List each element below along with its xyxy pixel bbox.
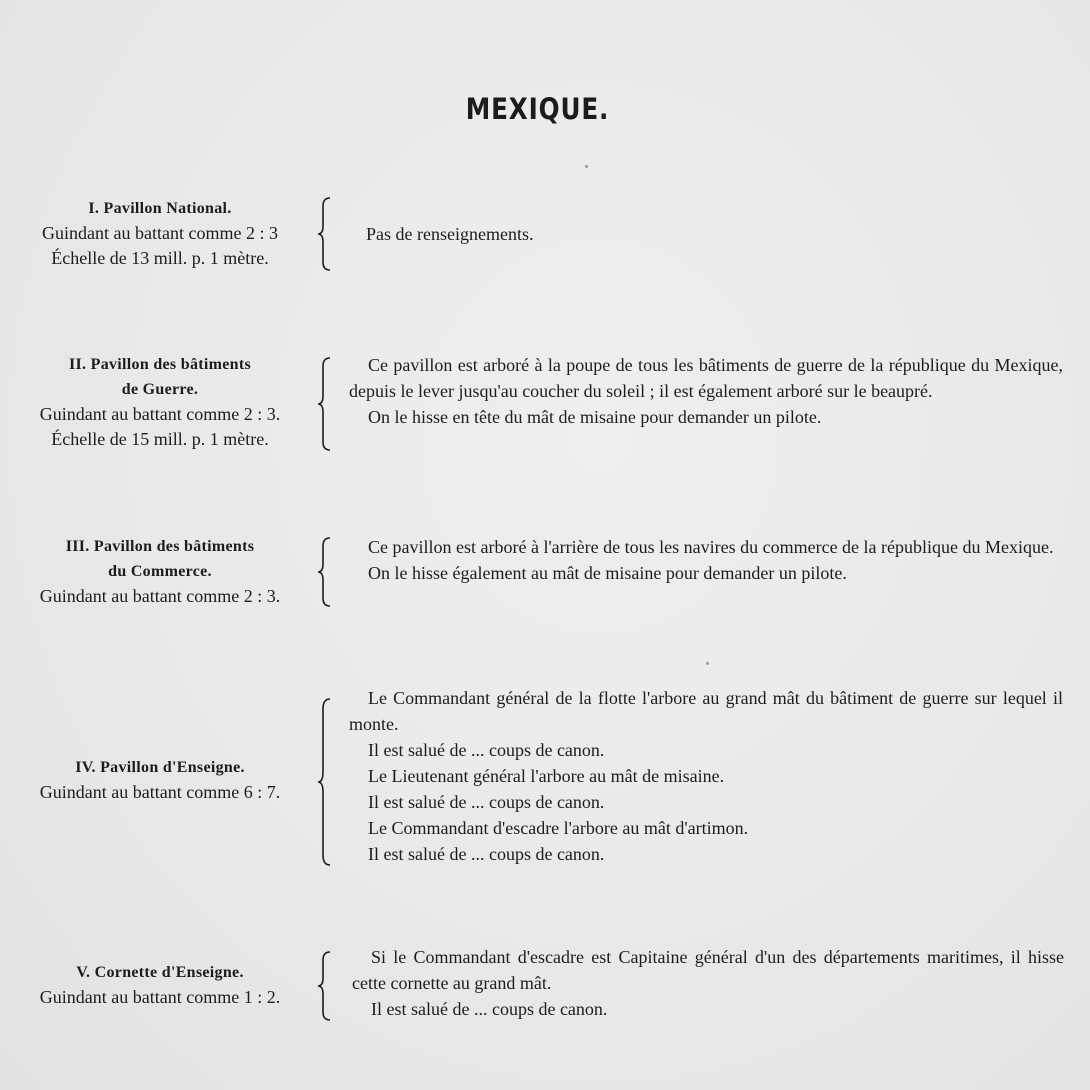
section-ratio: Guindant au battant comme 6 : 7.	[39, 782, 281, 802]
paper-speck	[706, 662, 709, 665]
section-description	[366, 221, 1080, 247]
section-heading: de Guerre.	[121, 381, 199, 398]
description-paragraph: Il est salué de ... coups de canon.	[368, 844, 605, 864]
section-heading: I. Pavillon National.	[88, 200, 232, 217]
curly-brace	[316, 196, 334, 272]
page-title: MEXIQUE.	[465, 92, 610, 126]
section-label	[0, 534, 320, 609]
curly-brace	[316, 356, 334, 452]
description-paragraph: Il est salué de ... coups de canon.	[371, 999, 608, 1019]
description-paragraph: Si le Commandant d'escadre est Capitaine général d'un des départements maritimes, il hisse cette cornette au grand mât.	[352, 947, 1064, 993]
description-paragraph: Ce pavillon est arboré à l'arrière de tous les navires du commerce de la république du Mexique.	[368, 537, 1054, 557]
curly-brace	[316, 536, 334, 608]
description-paragraph: On le hisse en tête du mât de misaine pour demander un pilote.	[368, 407, 822, 427]
section-label	[0, 352, 320, 452]
section-scale: Échelle de 13 mill. p. 1 mètre.	[51, 248, 269, 268]
paper-speck	[585, 165, 588, 168]
description-paragraph: Il est salué de ... coups de canon.	[368, 792, 605, 812]
section-label	[0, 960, 320, 1010]
section-ratio: Guindant au battant comme 2 : 3.	[39, 586, 281, 606]
section-heading: III. Pavillon des bâtiments	[65, 538, 255, 555]
section-description	[352, 944, 1064, 1022]
description-paragraph: Il est salué de ... coups de canon.	[368, 740, 605, 760]
description-paragraph: Pas de renseignements.	[366, 224, 534, 244]
description-paragraph: Le Commandant d'escadre l'arbore au mât d'artimon.	[368, 818, 749, 838]
description-paragraph: Le Commandant général de la flotte l'arbore au grand mât du bâtiment de guerre sur lequel il monte.	[349, 688, 1063, 734]
section-scale: Échelle de 15 mill. p. 1 mètre.	[51, 429, 269, 449]
description-paragraph: On le hisse également au mât de misaine pour demander un pilote.	[368, 563, 847, 583]
section-label	[0, 196, 320, 271]
section-ratio: Guindant au battant comme 2 : 3.	[39, 404, 281, 424]
curly-brace	[316, 697, 334, 867]
section-heading: IV. Pavillon d'Enseigne.	[75, 759, 245, 776]
section-label	[0, 755, 320, 805]
section-description	[349, 685, 1063, 867]
section-ratio: Guindant au battant comme 1 : 2.	[39, 987, 281, 1007]
section-heading: V. Cornette d'Enseigne.	[76, 964, 244, 981]
section-heading: II. Pavillon des bâtiments	[68, 356, 252, 373]
section-ratio: Guindant au battant comme 2 : 3	[42, 223, 278, 243]
section-heading: du Commerce.	[108, 563, 212, 580]
section-description	[349, 352, 1063, 430]
description-paragraph: Ce pavillon est arboré à la poupe de tous les bâtiments de guerre de la république du Mexique, depuis le lever jusqu'au coucher du soleil ; il est également arboré sur le beaupré.	[349, 355, 1063, 401]
section-description	[349, 534, 1063, 586]
description-paragraph: Le Lieutenant général l'arbore au mât de misaine.	[368, 766, 725, 786]
curly-brace	[316, 950, 334, 1022]
